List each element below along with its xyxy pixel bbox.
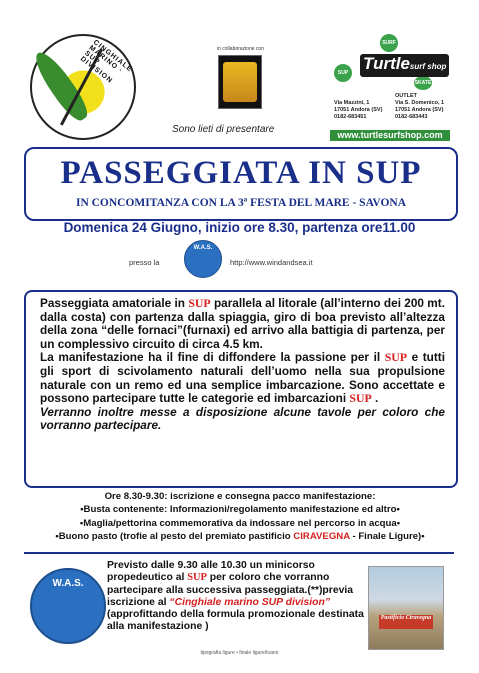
shop-address-outlet: OUTLET Via S. Domenico, 1 17051 Andora (SV) 0182-683443 [395, 93, 445, 120]
presso-label: presso la [129, 258, 160, 267]
outlet-label: OUTLET [395, 93, 417, 99]
minicourse-text: Previsto dalle 9.30 alle 10.30 un minicorso propedeutico al SUP per coloro che vorranno partecipare alla successiva passeggiata.(**)previa iscrizione al “Cinghiale marino SUP division” (approfittando della formula promozionale destinata alla manifestazione ) [107, 560, 364, 633]
skate-tag: SKATE [414, 76, 432, 90]
printer-credit: tipografia ligure • finale ligure/loano [200, 650, 279, 656]
shop-address-left: Via Mazzini, 1 17051 Andora (SV) 0182-683451 [334, 100, 383, 120]
was-logo-large: W.A.S. [30, 568, 106, 644]
pastificio-sign: Pastificio Ciravegna [379, 615, 433, 629]
title-banner [24, 147, 458, 221]
surf-tag: SURF [380, 34, 398, 52]
page-title: PASSEGGIATA IN SUP [60, 155, 422, 191]
event-date: Domenica 24 Giugno, inizio ore 8.30, partenza ore11.00 [63, 220, 416, 235]
presenter-text: Sono lieti di presentare [172, 124, 275, 135]
divider [24, 552, 454, 554]
was-logo-small: W.A.S. [184, 240, 222, 278]
description-box [24, 290, 458, 488]
page-subtitle: IN CONCOMITANZA CON LA 3ª FESTA DEL MARE - SAVONA [75, 197, 407, 209]
turtle-surf-shop-logo [334, 34, 454, 92]
cinghiale-marino-logo [30, 34, 136, 140]
description-text: Passeggiata amatoriale in SUP parallela al litorale (all’interno dei 200 mt. dalla costa) con partenza dalla spiaggia, giro di boa previsto all’altezza della zona “delle fornaci”(furnaxi) ed arrivo alla battigia di partenza, per un complessivo circuito di circa 4.5 km. La manifestazione ha il fine di diffondere la passione per il SUP e tutti gli sport di scivolamento naturali dell’uomo nella sua propulsione naturale con un remo ed una semplice imbarcazione. Sono accettate e possono partecipare tutte le categorie ed imbarcazioni SUP . Verranno inoltre messe a disposizione alcune tavole per coloro che vorranno partecipare. [40, 296, 445, 433]
cinghiale-ring-text: CINGHIALE MARINO · SUP DIVISION [78, 38, 134, 85]
shop-website[interactable]: www.turtlesurfshop.com [330, 130, 450, 141]
partner-logo [218, 55, 262, 109]
pastificio-photo [368, 566, 444, 650]
turtle-brand-name: Turtlesurf shop [360, 54, 449, 77]
schedule: Ore 8.30-9.30: iscrizione e consegna pacco manifestazione: •Busta contenente: Informazioni/regolamento manifestazione ed altro• •Maglia/pettorina commemorativa da indossare nel percorso in acqua• •Buono pasto (trofie al pesto del premiato pastificio CIRAVEGNA - Finale Ligure)• [55, 491, 425, 543]
sup-tag: SUP [334, 64, 352, 82]
collab-label: in collaborazione con [217, 46, 264, 52]
was-url[interactable]: http://www.windandsea.it [230, 258, 313, 267]
